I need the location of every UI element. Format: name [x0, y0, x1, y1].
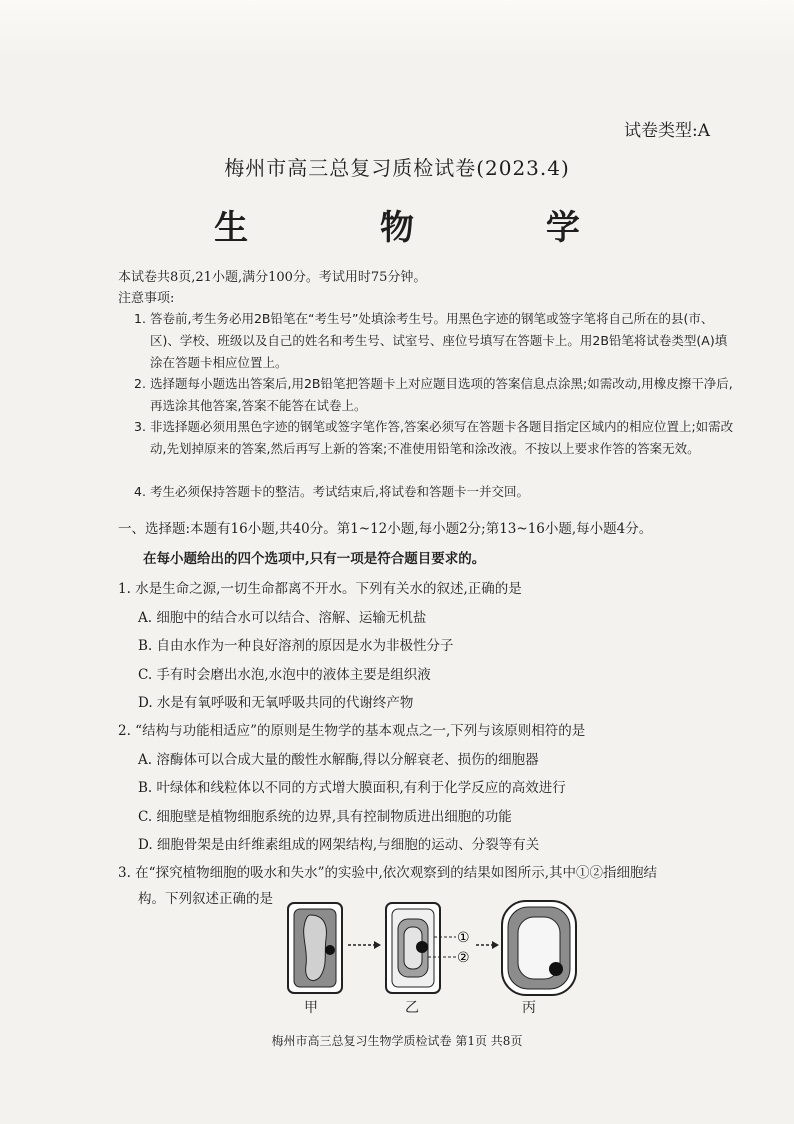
exam-title: 梅州市高三总复习质检试卷(2023.4): [224, 156, 570, 180]
notice-text: 选择题每小题选出答案后,用2B铅笔把答题卡上对应题目选项的答案信息点涂黑;如需改动,用橡皮擦干净后,再选涂其他答案,答案不能答在试卷上。: [150, 376, 733, 413]
figure-label-yi: 乙: [405, 1000, 419, 1016]
question-1-option-b: B. 自由水作为一种良好溶剂的原因是水为非极性分子: [138, 638, 454, 654]
question-2-option-a: A. 溶酶体可以合成大量的酸性水解酶,得以分解衰老、损伤的细胞器: [138, 752, 539, 768]
notice-text: 答卷前,考生务必用2B铅笔在“考生号”处填涂考生号。用黑色字迹的钢笔或签字笔将自己所在的县(市、区)、学校、班级以及自己的姓名和考生号、试室号、座位号填写在答题卡上。用2B铅笔将试卷类型(A)填涂在答题卡相应位置上。: [150, 311, 728, 370]
question-2-option-d: D. 细胞骨架是由纤维素组成的网架结构,与细胞的运动、分裂等有关: [138, 837, 540, 853]
notice-number: 1.: [134, 311, 146, 326]
notice-item: [134, 373, 735, 417]
exam-intro: 本试卷共8页,21小题,满分100分。考试用时75分钟。: [118, 270, 427, 285]
section-title: 一、选择题:本题有16小题,共40分。第1~12小题,每小题2分;第13~16小题,每小题4分。: [118, 521, 653, 537]
page-footer: 梅州市高三总复习生物学质检试卷 第1页 共8页: [271, 1034, 523, 1048]
arrow-1: [348, 941, 381, 949]
figure-label-jia: 甲: [304, 1000, 318, 1016]
notice-text: 非选择题必须用黑色字迹的钢笔或签字笔作答,答案必须写在答题卡各题目指定区域内的相应位置上;如需改动,先划掉原来的答案,然后再写上新的答案;不准使用铅笔和涂改液。不按以上要求作答的答案无效。: [150, 419, 734, 456]
question-3-stem-line-1: 3. 在“探究植物细胞的吸水和失水”的实验中,依次观察到的结果如图所示,其中①②指细胞结: [118, 865, 658, 881]
notice-heading: 注意事项:: [118, 291, 175, 306]
notice-item: [134, 481, 735, 503]
scan-shading: [0, 0, 794, 60]
notice-item: [134, 416, 735, 460]
notice-text: 考生必须保持答题卡的整洁。考试结束后,将试卷和答题卡一并交回。: [150, 484, 529, 499]
question-2-option-b: B. 叶绿体和线粒体以不同的方式增大膜面积,有利于化学反应的高效进行: [138, 780, 566, 796]
marker-1: ①: [457, 930, 470, 946]
paper-type-label: 试卷类型:A: [624, 121, 711, 141]
question-1-stem: 1. 水是生命之源,一切生命都离不开水。下列有关水的叙述,正确的是: [118, 581, 522, 597]
arrow-2: [476, 941, 499, 949]
question-1-option-a: A. 细胞中的结合水可以结合、溶解、运输无机盐: [138, 610, 427, 626]
question-2-stem: 2. “结构与功能相适应”的原则是生物学的基本观点之一,下列与该原则相符的是: [118, 723, 586, 739]
figure-label-bing: 丙: [522, 1000, 536, 1016]
plant-cell-figure: [280, 895, 600, 1000]
notice-number: 4.: [134, 484, 146, 499]
question-1-option-c: C. 手有时会磨出水泡,水泡中的液体主要是组织液: [138, 667, 431, 683]
cell-yi: [386, 903, 440, 993]
cell-jia: [288, 903, 342, 993]
notice-number: 2.: [134, 376, 146, 391]
question-1-option-d: D. 水是有氧呼吸和无氧呼吸共同的代谢终产物: [138, 695, 414, 711]
marker-2: ②: [457, 950, 470, 966]
notice-number: 3.: [134, 419, 146, 434]
question-3-stem-line-2: 构。下列叙述正确的是: [138, 891, 273, 907]
cell-bing: [502, 901, 576, 995]
question-2-option-c: C. 细胞壁是植物细胞系统的边界,具有控制物质进出细胞的功能: [138, 809, 512, 825]
section-subtitle: 在每小题给出的四个选项中,只有一项是符合题目要求的。: [143, 551, 486, 567]
notice-item: [134, 308, 735, 374]
subject-title: 生 物 学: [214, 208, 640, 248]
